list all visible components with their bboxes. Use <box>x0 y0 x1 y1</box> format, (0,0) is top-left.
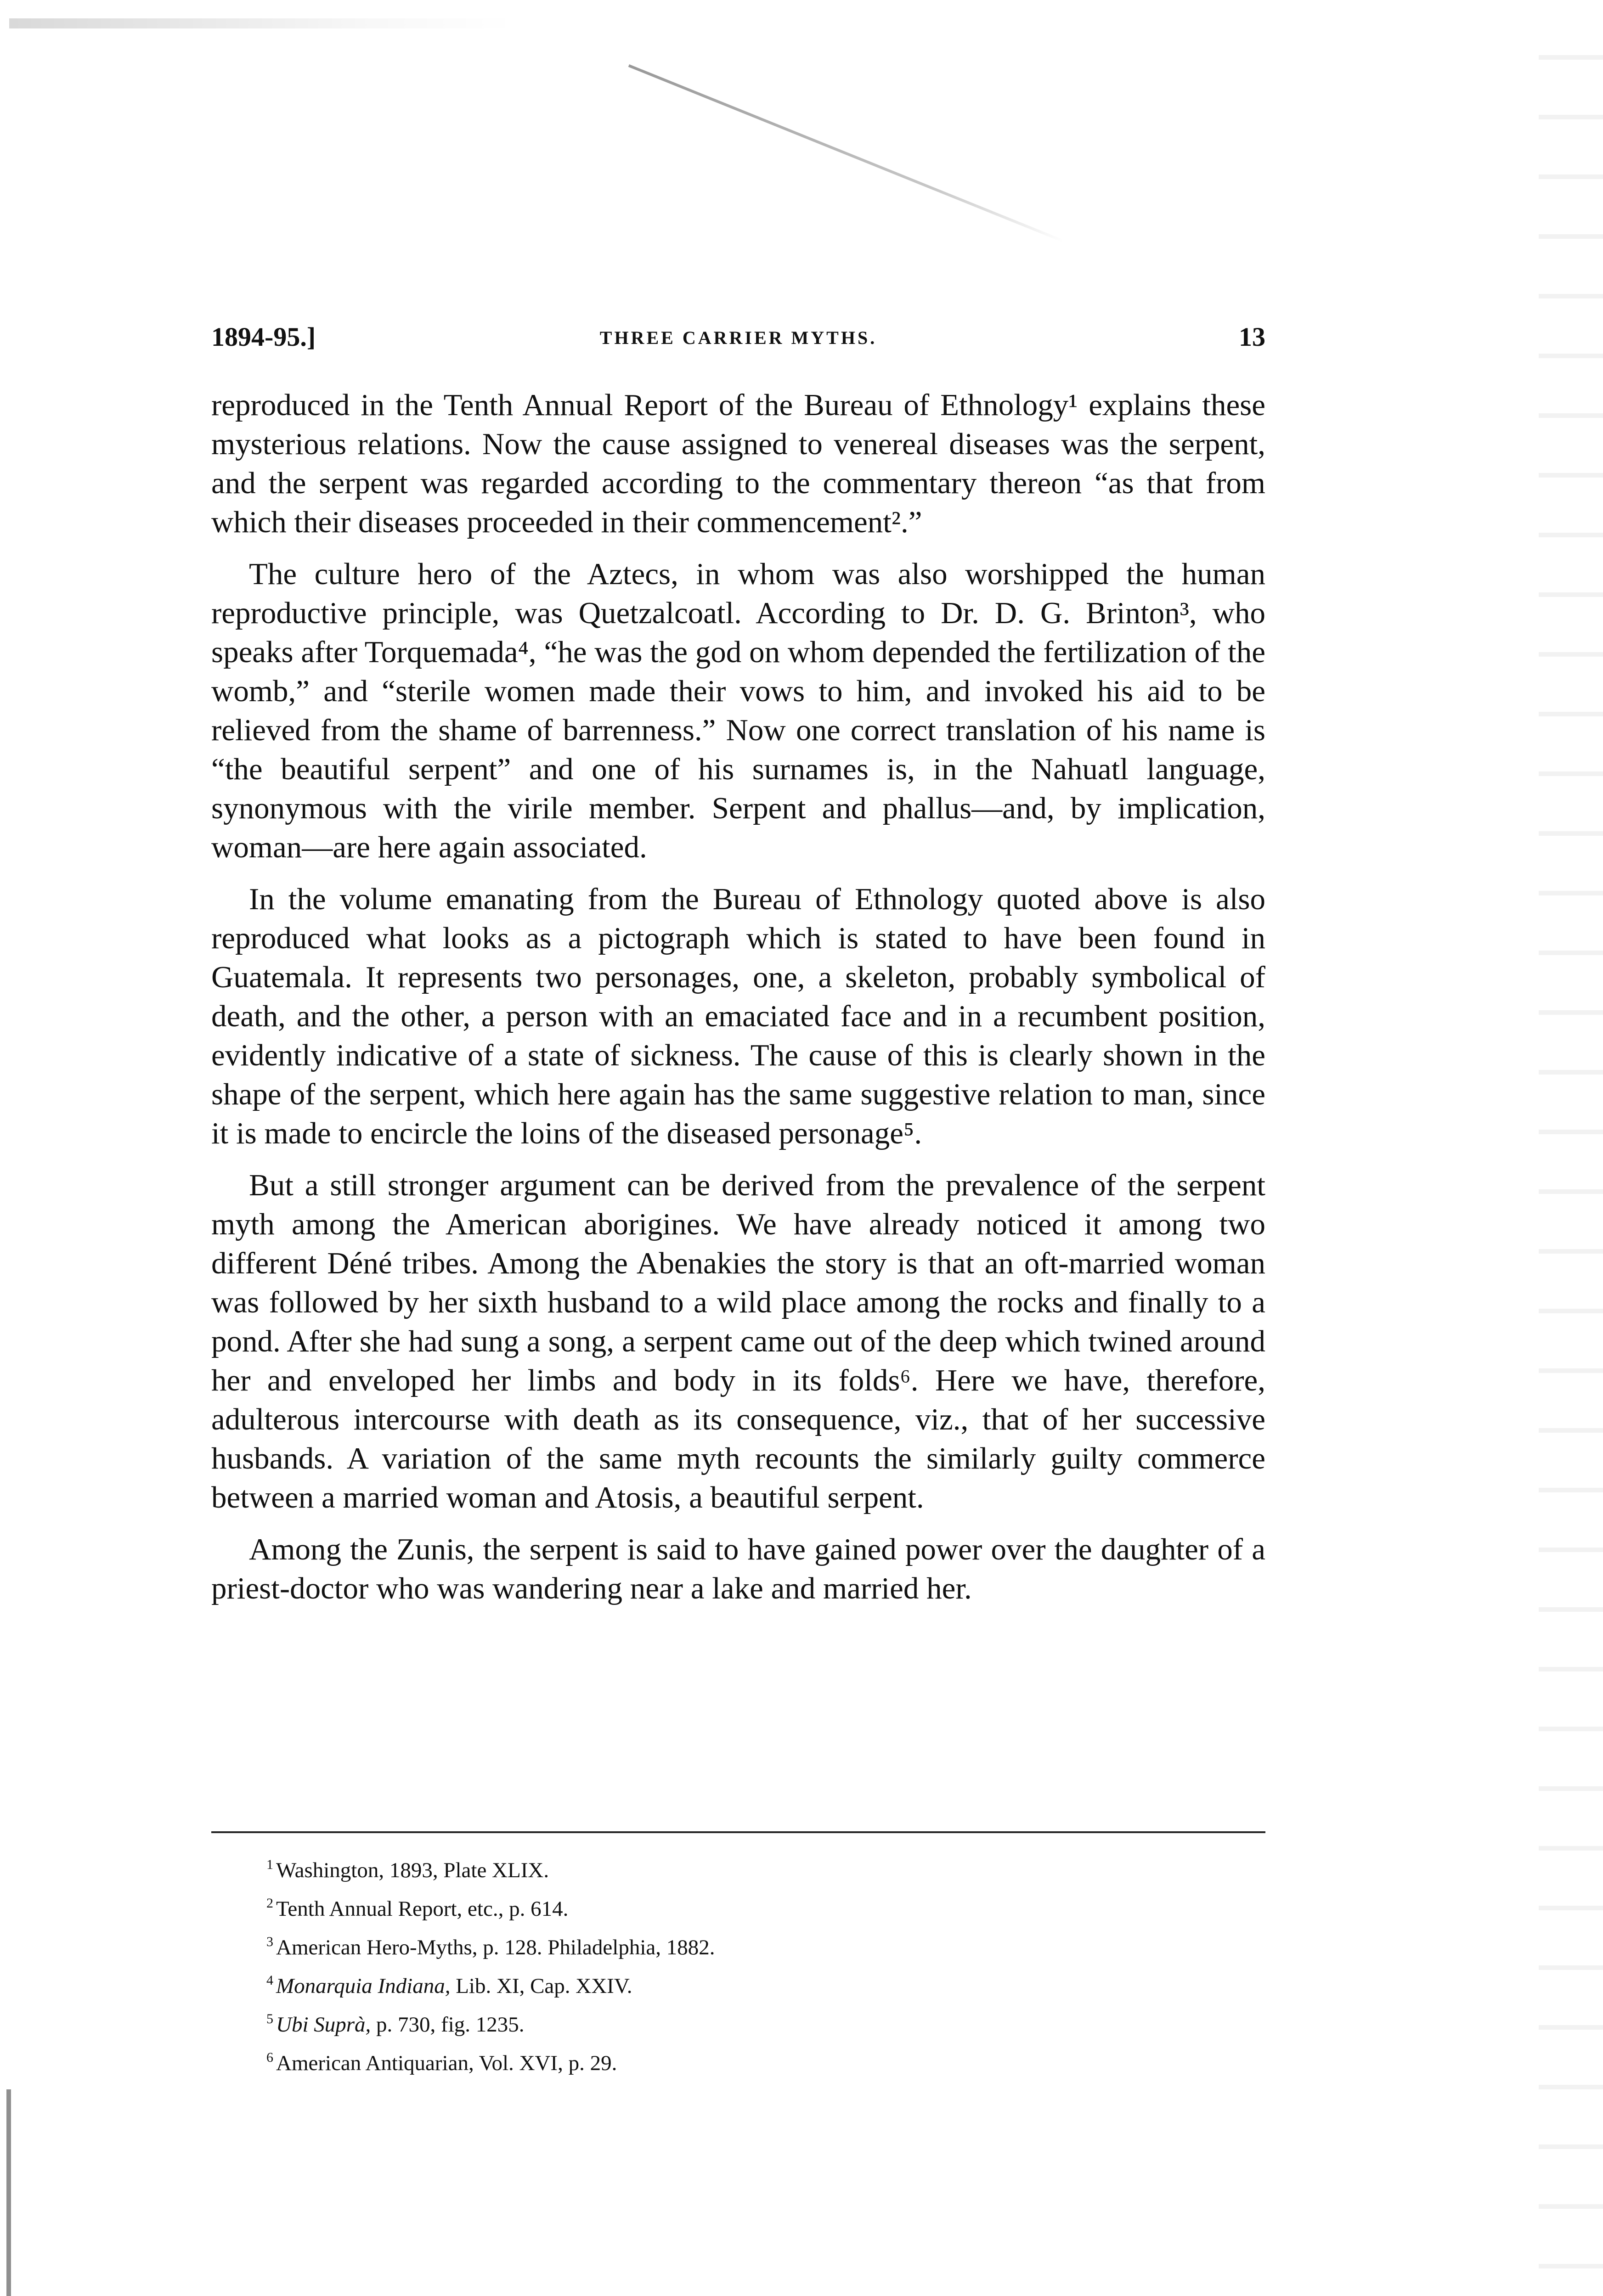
footnote-mark: 5 <box>266 2011 273 2026</box>
paragraph-2: The culture hero of the Aztecs, in whom was also worshipped the human reproductive principle, was Quetzalcoatl. According to Dr. D. G. Brinton³, who speaks after Torquemada⁴, “he was the god on whom depended the fertilization of the womb,” and “sterile women made their vows to him, and invoked his aid to be relieved from the shame of barrenness.” Now one correct translation of his name is “the beautiful serpent” and one of his surnames is, in the Nahuatl language, synonymous with the virile member. Serpent and phallus—and, by implication, woman—are here again associated. <box>211 557 1265 864</box>
footnote-3 <box>266 1925 1231 1964</box>
footnote-italic-title: Ubi Suprà, <box>276 2013 371 2037</box>
footnote-6 <box>266 2041 1231 2080</box>
scan-edge-left <box>6 2089 11 2296</box>
footnote-1 <box>266 1848 1231 1887</box>
footnote-mark: 3 <box>266 1934 273 1949</box>
footnote-text: American Hero-Myths, p. 128. Philadelphia, 1882. <box>276 1936 715 1959</box>
paragraph-4: But a still stronger argument can be derived from the prevalence of the serpent myth among the American aborigines. We have already noticed it among two different Déné tribes. Among the Abenakies the story is that an oft-married woman was followed by her sixth husband to a wild place among the rocks and finally to a pond. After she had sung a song, a serpent came out of the deep which twined around her and enveloped her limbs and body in its folds⁶. Here we have, therefore, adulterous intercourse with death as its consequence, viz., that of her successive husbands. A variation of the same myth recounts the similarly guilty commerce between a married woman and Atosis, a beautiful serpent. <box>211 1168 1265 1514</box>
scan-edge-top <box>9 18 514 28</box>
scan-streak <box>628 64 1064 242</box>
footnote-mark: 2 <box>266 1896 273 1911</box>
footnote-2 <box>266 1887 1231 1925</box>
footnote-mark: 1 <box>266 1857 273 1872</box>
paragraph-5: Among the Zunis, the serpent is said to have gained power over the daughter of a priest-doctor who was wandering near a lake and married her. <box>211 1532 1265 1605</box>
footnotes <box>266 1848 1231 2080</box>
body-text <box>211 386 1265 1621</box>
footnote-mark: 4 <box>266 1973 273 1988</box>
footnote-text: American Antiquarian, Vol. XVI, p. 29. <box>276 2051 617 2075</box>
footnote-text: Washington, 1893, Plate XLIX. <box>276 1858 549 1882</box>
page-number: 13 <box>1239 322 1265 352</box>
header-title: THREE CARRIER MYTHS. <box>599 327 877 348</box>
paragraph-3: In the volume emanating from the Bureau of Ethnology quoted above is also reproduced what looks as a pictograph which is stated to have been found in Guatemala. It represents two personages, one, a skeleton, probably symbolical of death, and the other, a person with an emaciated face and in a recumbent position, evidently indicative of a state of sickness. The cause of this is clearly shown in the shape of the serpent, which here again has the same suggestive relation to man, since it is made to encircle the loins of the diseased personage⁵. <box>211 882 1265 1150</box>
footnote-mark: 6 <box>266 2050 273 2065</box>
header-date-range: 1894-95.] <box>211 322 316 352</box>
running-header <box>211 321 1265 358</box>
footnote-text: Tenth Annual Report, etc., p. 614. <box>276 1897 569 1921</box>
scan-edge-right <box>1539 0 1603 2296</box>
footnote-5 <box>266 2003 1231 2041</box>
footnote-4 <box>266 1964 1231 2003</box>
footnote-text: p. 730, fig. 1235. <box>371 2013 525 2037</box>
paragraph-1: reproduced in the Tenth Annual Report of the Bureau of Ethnology¹ explains these mysterious relations. Now the cause assigned to venereal diseases was the serpent, and the serpent was regarded according to the commentary thereon “as that from which their diseases proceeded in their commencement².” <box>211 388 1265 539</box>
footnote-italic-title: Monarquia Indiana, <box>276 1974 451 1998</box>
footnote-text: Lib. XI, Cap. XXIV. <box>450 1974 632 1998</box>
footnote-divider <box>211 1831 1265 1833</box>
